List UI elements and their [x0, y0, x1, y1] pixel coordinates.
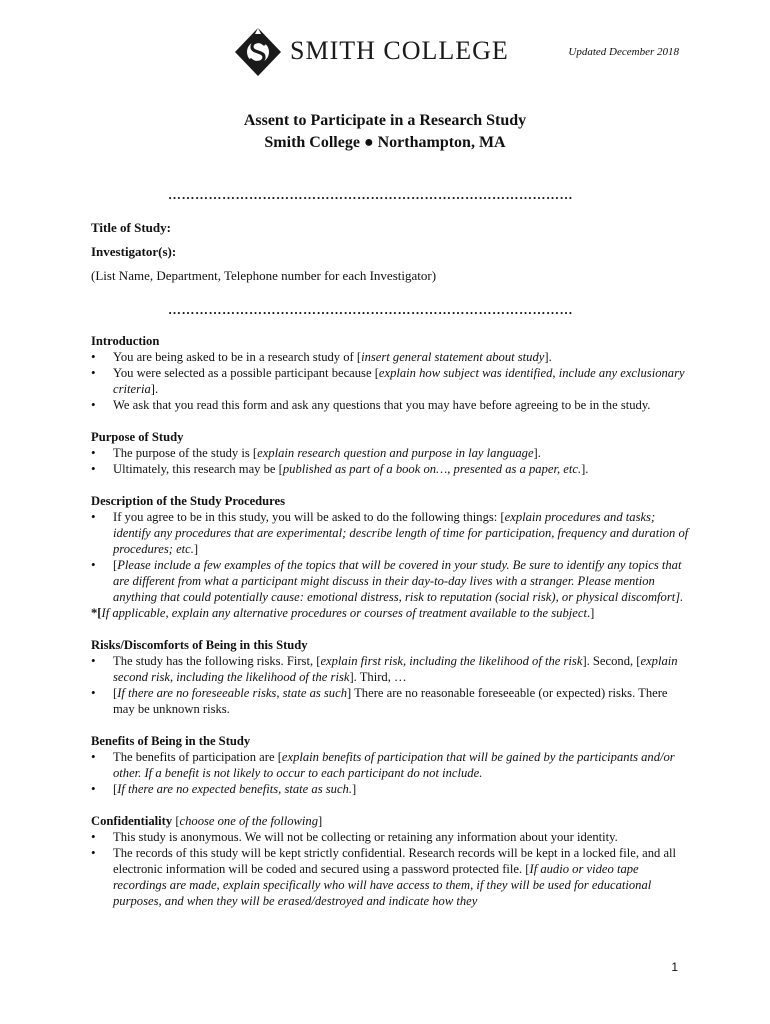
section-heading: Introduction: [91, 334, 160, 348]
list-item: • The records of this study will be kept strictly confidential. Research records will be kept in a locked file, and all electronic information will be coded and secured using a password protected file. [If audio or video tape recordings are made, explain specifically who will have access to them, if they will be used for educational purposes, and when they will be erased/destroyed and indicate how they: [91, 845, 691, 909]
list-item: • [If there are no foreseeable risks, state as such] There are no reasonable foreseeable (or expected) risks. There may be unknown risks.: [91, 685, 691, 717]
section-risks: [91, 637, 691, 717]
list-item: • [Please include a few examples of the topics that will be covered in your study. Be sure to identify any topics that are different from what a participant might discuss in their day-to-day lives with a stranger. Please mention anything that could potentially cause: emotional distress, risk to reputation (social risk), or physical discomfort].: [91, 557, 691, 605]
updated-date: Updated December 2018: [568, 46, 679, 58]
list-item: • The benefits of participation are [explain benefits of participation that will be gained by the participants and/or other. If a benefit is not likely to occur to each participant do not include.: [91, 749, 691, 781]
investigators-label: Investigator(s):: [91, 244, 177, 259]
list-item: • If you agree to be in this study, you will be asked to do the following things: [explain procedures and tasks; identify any procedures that are experimental; describe length of time for participation, frequency and duration of procedures; etc.]: [91, 509, 691, 557]
document-title: Assent to Participate in a Research Study: [243, 112, 527, 129]
section-procedures: [91, 493, 691, 621]
section-heading: Benefits of Being in the Study: [91, 734, 251, 748]
section-heading: Risks/Discomforts of Being in this Study: [91, 638, 308, 652]
investigators-hint: (List Name, Department, Telephone number for each Investigator): [91, 268, 437, 283]
list-item: • The study has the following risks. First, [explain first risk, including the likelihood of the risk]. Second, [explain second risk, including the likelihood of the risk]. Third, …: [91, 653, 691, 685]
dotted-separator: ………………………………………………………………………………: [168, 187, 573, 202]
college-name: SMITH COLLEGE: [290, 36, 509, 65]
list-item: • This study is anonymous. We will not be collecting or retaining any information about your identity.: [91, 829, 691, 845]
letterhead: [0, 22, 770, 82]
title-of-study-label: Title of Study:: [91, 220, 171, 235]
document-subtitle: Smith College ● Northampton, MA: [264, 134, 506, 151]
section-introduction: [91, 333, 691, 413]
list-item: • The purpose of the study is [explain research question and purpose in lay language].: [91, 445, 691, 461]
section-heading: Purpose of Study: [91, 430, 184, 444]
smith-college-logo: [233, 26, 283, 78]
list-item: • [If there are no expected benefits, state as such.]: [91, 781, 691, 797]
section-benefits: [91, 733, 691, 797]
section-purpose: [91, 429, 691, 477]
dotted-separator: ………………………………………………………………………………: [168, 302, 573, 317]
document-body: [91, 333, 691, 925]
section-heading: Description of the Study Procedures: [91, 494, 286, 508]
section-heading: Confidentiality [choose one of the following]: [91, 814, 323, 828]
alternative-procedures-note: *[If applicable, explain any alternative procedures or courses of treatment available to the subject.]: [91, 606, 595, 620]
page-number: 1: [671, 960, 678, 974]
section-confidentiality: [91, 813, 691, 909]
list-item: • Ultimately, this research may be [published as part of a book on…, presented as a paper, etc.].: [91, 461, 691, 477]
list-item: • You were selected as a possible participant because [explain how subject was identified, include any exclusionary criteria].: [91, 365, 691, 397]
list-item: • We ask that you read this form and ask any questions that you may have before agreeing to be in the study.: [91, 397, 691, 413]
list-item: • You are being asked to be in a research study of [insert general statement about study].: [91, 349, 691, 365]
